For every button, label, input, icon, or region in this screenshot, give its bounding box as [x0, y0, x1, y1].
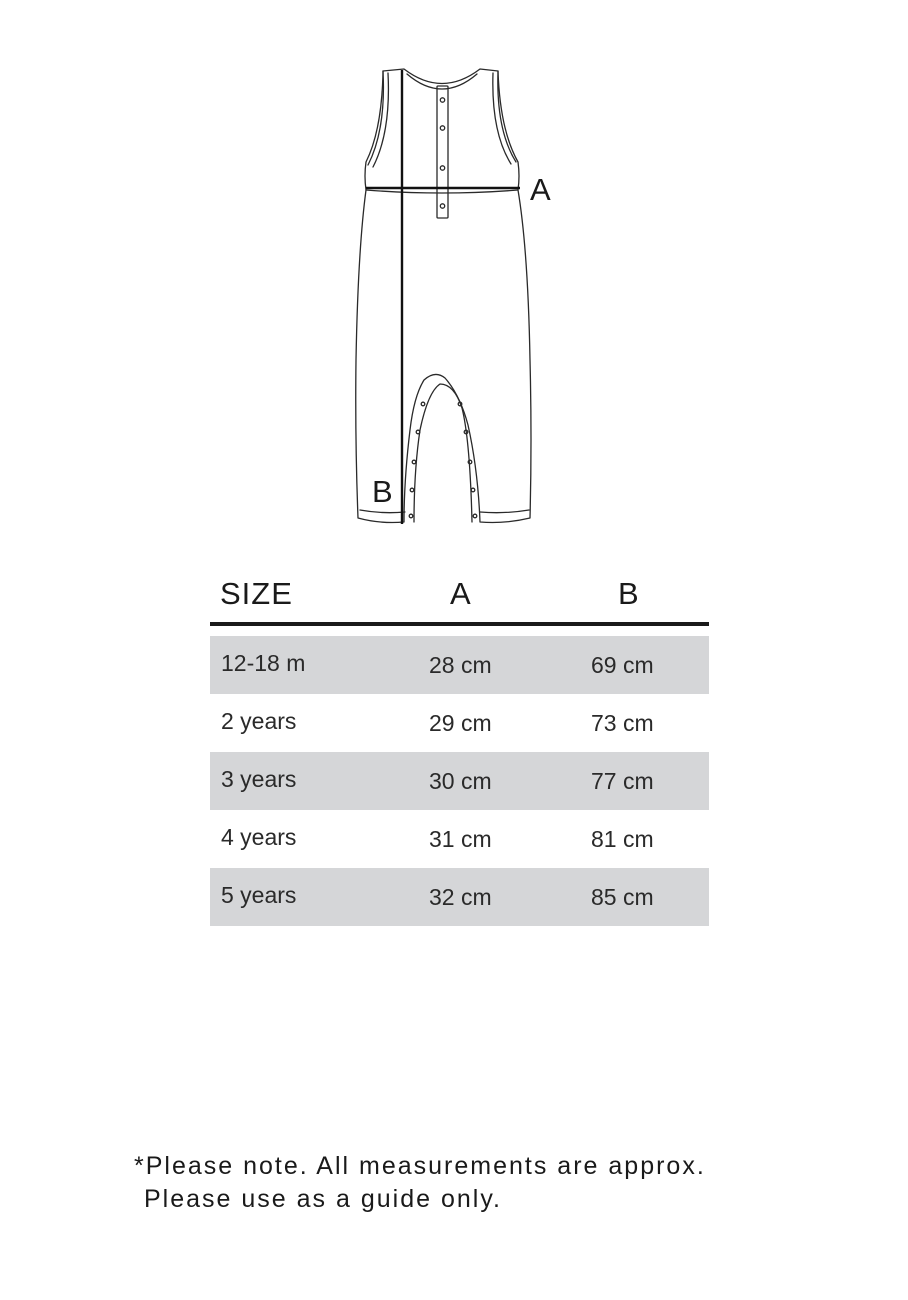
table-body [210, 636, 709, 926]
table-row [210, 810, 709, 868]
waist-seam [366, 190, 518, 193]
cell-a: 29 cm [429, 710, 492, 736]
measure-label-b: B [372, 474, 393, 509]
inseam-binding [414, 384, 472, 522]
cell-b: 73 cm [591, 710, 654, 736]
cell-size: 12-18 m [221, 650, 306, 676]
header-a: A [450, 576, 472, 611]
cell-a: 28 cm [429, 652, 492, 678]
neckline-inner [407, 74, 477, 89]
armhole-right-inner [493, 73, 511, 164]
placket [437, 86, 448, 218]
measurement-disclaimer [134, 1150, 834, 1216]
cell-b: 85 cm [591, 884, 654, 910]
garment-diagram [0, 0, 908, 540]
cell-size: 5 years [221, 882, 297, 908]
romper-illustration [0, 0, 908, 540]
cell-b: 69 cm [591, 652, 654, 678]
cell-a: 30 cm [429, 768, 492, 794]
cell-a: 32 cm [429, 884, 492, 910]
size-chart-table [210, 572, 709, 926]
measure-label-a: A [530, 172, 551, 207]
cell-a: 31 cm [429, 826, 492, 852]
cell-b: 81 cm [591, 826, 654, 852]
cell-size: 2 years [221, 708, 297, 734]
cell-size: 4 years [221, 824, 297, 850]
hem-right [480, 510, 529, 513]
header-b: B [618, 576, 640, 611]
table-row [210, 694, 709, 752]
table-row [210, 636, 709, 694]
disclaimer-line-1: *Please note. All measurements are approx. [134, 1152, 706, 1180]
armhole-right [498, 71, 516, 162]
disclaimer-line-2: Please use as a guide only. [144, 1185, 502, 1213]
cell-size: 3 years [221, 766, 297, 792]
table-header [210, 572, 709, 626]
table-row [210, 752, 709, 810]
hem-left [360, 510, 405, 513]
header-size: SIZE [220, 576, 293, 611]
table-row [210, 868, 709, 926]
cell-b: 77 cm [591, 768, 654, 794]
